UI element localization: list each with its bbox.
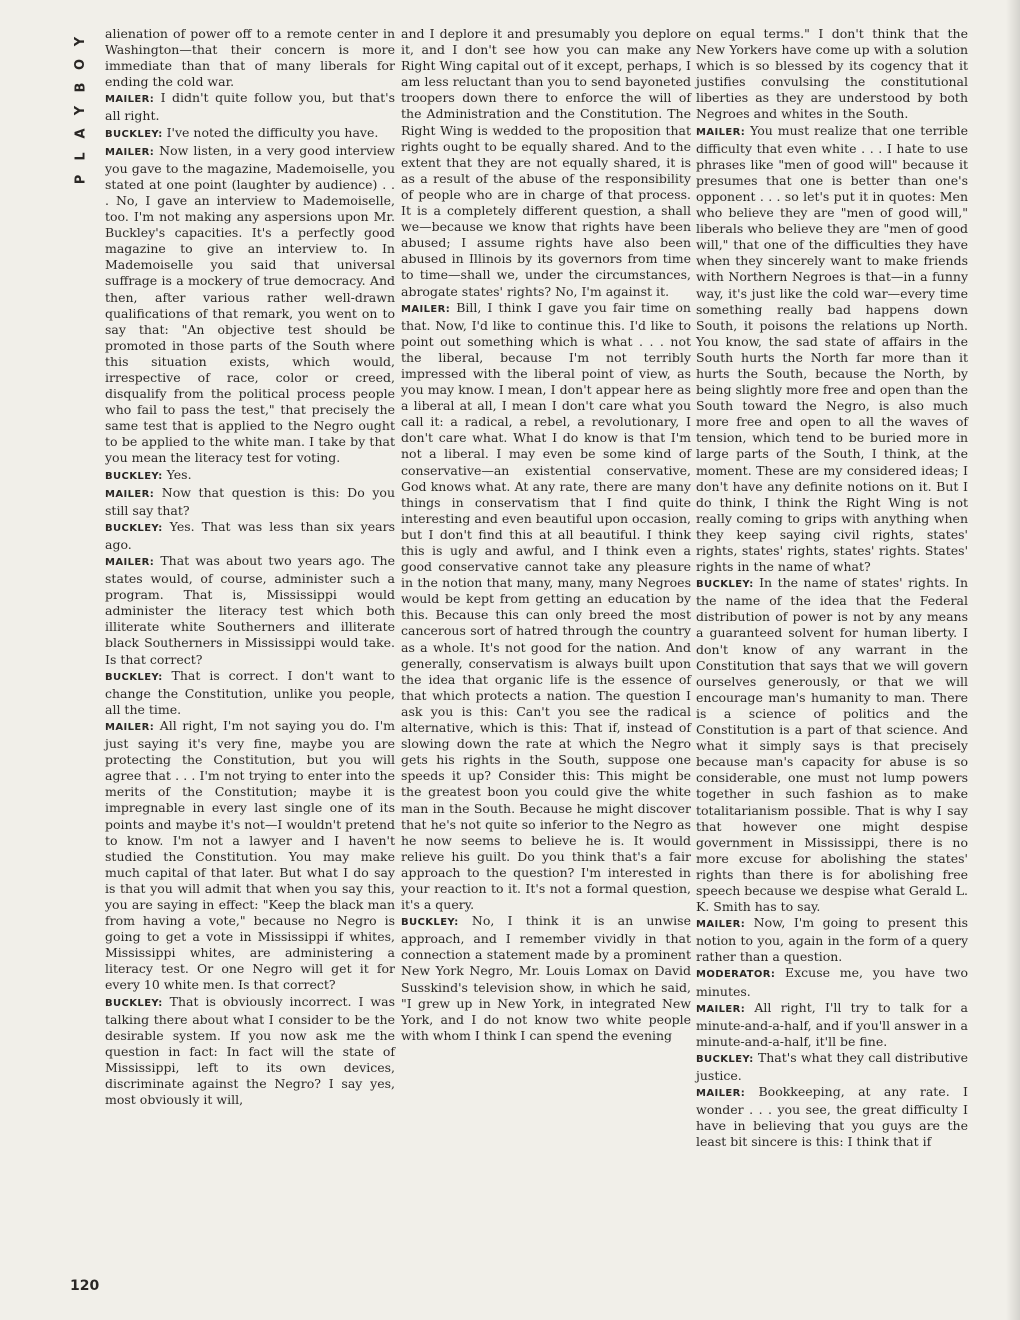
speaker-label: BUCKLEY: <box>696 1053 754 1065</box>
speaker-label: MODERATOR: <box>696 969 776 981</box>
masthead-letter: P <box>73 174 89 185</box>
speaker-label: MAILER: <box>696 126 746 138</box>
dialogue-paragraph <box>696 123 968 576</box>
dialogue-text: All right, I'm not saying you do. I'm just saying it's very fine, maybe you are protecting the Constitution, but you will agree that . . . I'm not trying to enter into the merits of the Constitution; maybe it is impregnable in every last single one of its points and maybe it's not—I wouldn't pretend to know. I'm not a lawyer and I haven't studied the Constitution. You may make much capital of that later. But what I do say is that you will admit that when you say this, you are saying in effect: "Keep the black man from having a vote," because no Negro is going to get a vote in Mississippi if whites, Mississippi whites, are administering a literacy test. Or one Negro will get it for every 10 white men. Is that correct? <box>105 717 395 993</box>
masthead-letter: A <box>73 128 89 139</box>
speaker-label: MAILER: <box>105 721 155 733</box>
dialogue-paragraph <box>105 553 395 668</box>
page-number: 120 <box>70 1278 100 1294</box>
dialogue-paragraph <box>105 485 395 519</box>
dialogue-text: No, I think it is an unwise approach, and I remember vividly in that connection a statement made by a prominent New York Negro, Mr. Louis Lomax on David Susskind's television show, in which he said, "I grew up in New York, in integrated New York, and I do not know two white people with whom I think I can spend the evening <box>401 913 691 1043</box>
dialogue-text: Bill, I think I gave you fair time on that. Now, I'd like to continue this. I'd like to point out something which is what . . . not the liberal, because I'm not terribly impressed with the liberal point of view, as you may know. I mean, I don't appear here as a liberal at all, I mean I don't care what you call it: a radical, a rebel, a revolutionary, I don't care what. What I do know is that I'm not a liberal. I may even be some kind of conservative—an existential conservative, God knows what. At any rate, there are many things in conservatism that I find quite interesting and even beautiful upon occasion, but I don't find this at all beautiful. I think this is ugly and awful, and I think even a good conservative cannot take any pleasure in the notion that many, many, many Negroes would be kept from getting an education by this. Because this can only breed the most cancerous sort of hatred through the country as a whole. It's not good for the nation. And generally, conservatism is always built upon the idea that organic life is the essence of that which protects a nation. The question I ask you is this: Can't you see the radical alternative, which is this: That if, instead of slowing down the rate at which the Negro gets his rights in the South, suppose one speeds it up? Consider this: This might be the greatest boon you could give the white man in the South. Because he might discover that he's not quite so inferior to the Negro as he now seems to believe he is. It would relieve his guilt. Do you think that's a fair approach to the question? I'm interested in your reaction to it. It's not a formal question, it's a query. <box>401 299 691 913</box>
speaker-label: MAILER: <box>105 94 155 106</box>
dialogue-text: In the name of states' rights. In the name of the idea that the Federal distribution of power is not by any means a guaranteed solvent for human liberty. I don't know of any warrant in the Constitution that says that we will govern ourselves generously, or that we will encourage man's humanity to man. There is a science of politics and the Constitution is a part of that science. And what it simply says is that precisely because man's capacity for abuse is so considerable, one must not lump powers together in such fashion as to make totalitarianism possible. That is why I say that however one might despise government in Mississippi, there is no more excuse for abolishing the states' rights than there is for abolishing free speech because we despise what Gerald L. K. Smith has to say. <box>696 575 968 915</box>
dialogue-paragraph <box>696 575 968 915</box>
speaker-label: MAILER: <box>401 303 451 315</box>
speaker-label: BUCKLEY: <box>401 917 459 929</box>
dialogue-text: on equal terms." I don't think that the New Yorkers have come up with a solution which is so blessed by its cogency that it justifies convulsing the constitutional liberties as they are understood by both Negroes and whites in the South. <box>696 26 968 122</box>
speaker-label: MAILER: <box>105 557 155 568</box>
masthead-letter: Y <box>73 105 89 116</box>
dialogue-paragraph <box>105 90 395 124</box>
speaker-label: MAILER: <box>105 488 155 500</box>
dialogue-text: Bookkeeping, at any rate. I wonder . . . you see, the great difficulty I have in believing that you guys are the least bit sincere is this: I think that if <box>696 1084 968 1150</box>
text-column-2 <box>401 26 691 1044</box>
speaker-label: BUCKLEY: <box>105 997 163 1009</box>
dialogue-text: That is correct. I don't want to change the Constitution, unlike you people, all the time. <box>105 667 395 717</box>
dialogue-paragraph <box>105 26 395 90</box>
dialogue-paragraph <box>696 915 968 965</box>
dialogue-paragraph <box>105 718 395 994</box>
dialogue-paragraph <box>696 1050 968 1084</box>
dialogue-text: Now, I'm going to present this notion to you, again in the form of a query rather than a question. <box>696 915 968 965</box>
masthead-letter: L <box>73 152 89 161</box>
dialogue-paragraph <box>105 668 395 718</box>
speaker-label: BUCKLEY: <box>105 128 163 140</box>
dialogue-text: I didn't quite follow you, but that's all right. <box>105 90 395 124</box>
masthead-letter: B <box>73 82 89 93</box>
dialogue-paragraph <box>105 143 395 467</box>
dialogue-paragraph <box>696 26 968 123</box>
dialogue-text: That is obviously incorrect. I was talking there about what I consider to be the desirable system. If you now ask me the question in fact: In fact will the state of Mississippi, left to its own devices, discriminate against the Negro? I say yes, most obviously it will, <box>105 993 395 1108</box>
speaker-label: BUCKLEY: <box>105 470 163 482</box>
dialogue-text: Yes. That was less than six years ago. <box>105 518 395 552</box>
text-column-3 <box>696 26 968 1150</box>
dialogue-paragraph <box>105 994 395 1109</box>
text-column-1 <box>105 26 395 1108</box>
dialogue-text: Now that question is this: Do you still say that? <box>105 484 395 518</box>
dialogue-text: Yes. <box>166 466 192 482</box>
speaker-label: MAILER: <box>696 1088 746 1100</box>
dialogue-paragraph <box>696 965 968 999</box>
speaker-label: MAILER: <box>696 1003 746 1015</box>
masthead <box>68 30 94 191</box>
dialogue-paragraph <box>696 1000 968 1050</box>
dialogue-text: All right, I'll try to talk for a minute-and-a-half, and if you'll answer in a minute-and-a-half, it'll be fine. <box>696 999 968 1049</box>
dialogue-text: I've noted the difficulty you have. <box>166 124 379 140</box>
speaker-label: MAILER: <box>696 919 746 931</box>
page-edge-shadow <box>1006 0 1020 1320</box>
dialogue-text: alienation of power off to a remote center in Washington—that their concern is more immediate than that of many liberals for ending the cold war. <box>105 26 395 90</box>
dialogue-paragraph <box>401 26 691 300</box>
masthead-letter: Y <box>73 36 89 47</box>
dialogue-paragraph <box>105 467 395 485</box>
dialogue-paragraph <box>696 1084 968 1150</box>
dialogue-paragraph <box>401 300 691 914</box>
dialogue-text: That was about two years ago. The states would, of course, administer such a program. That is, Mississippi would administer the literacy test which both illiterate white Southerners and illiterate black Southerners in Mississippi would take. Is that correct? <box>105 553 395 667</box>
dialogue-text: That's what they call distributive justice. <box>696 1049 968 1083</box>
dialogue-text: You must realize that one terrible difficulty that even white . . . I hate to use phrases like "men of good will" because it presumes that one is better than one's opponent . . . so let's put it in quotes: Men who believe they are "men of good will," liberals who believe they are "men of good will," that one of the difficulties they have when they sincerely want to make friends with Northern Negroes is that—in a funny way, it's just like the cold war—every time something really bad happens down South, it poisons the relations up North. You know, the sad state of affairs in the South hurts the North far more than it hurts the South, because the North, by being slightly more free and open than the South toward the Negro, is also much more free and open to all the waves of tension, which tend to be buried more in large parts of the South, I think, at the moment. These are my considered ideas; I don't have any definite notions on it. But I do think, I think the Right Wing is not really coming to grips with anything when they keep saying civil rights, states' rights, states' rights, states' rights. States' rights in the name of what? <box>696 122 968 575</box>
speaker-label: MAILER: <box>105 146 155 158</box>
speaker-label: BUCKLEY: <box>105 522 163 534</box>
dialogue-text: Now listen, in a very good interview you gave to the magazine, Mademoiselle, you stated at one point (laughter by audience) . . . No, I gave an interview to Mademoiselle, too. I'm not making any aspersions upon Mr. Buckley's capacities. It's a perfectly good magazine to give an interview to. In Mademoiselle you said that universal suffrage is a mockery of true democracy. And then, after various rather well-drawn qualifications of that remark, you went on to say that: "An objective test should be promoted in those parts of the South where this situation exists, which would, irrespective of race, color or creed, disqualify from the political process people who fail to pass the test," that precisely the same test that is applied to the Negro ought to be applied to the white man. I take by that you mean the literacy test for voting. <box>105 142 395 466</box>
dialogue-text: and I deplore it and presumably you deplore it, and I don't see how you can make any Right Wing capital out of it except, perhaps, I am less reluctant than you to send bayoneted troopers down there to enforce the will of the Administration and the Constitution. The Right Wing is wedded to the proposition that rights ought to be equally shared. And to the extent that they are not equally shared, it is as a result of the abuse of the responsibility of people who are in charge of that process. It is a completely different question, a shall we—because we know that rights have been abused; I assume rights have also been abused in Illinois by its governors from time to time—shall we, under the circumstances, abrogate states' rights? No, I'm against it. <box>401 26 691 299</box>
masthead-letter: O <box>73 58 89 71</box>
speaker-label: BUCKLEY: <box>105 671 163 683</box>
dialogue-paragraph <box>401 913 691 1044</box>
speaker-label: BUCKLEY: <box>696 579 754 591</box>
dialogue-text: Excuse me, you have two minutes. <box>696 965 968 999</box>
dialogue-paragraph <box>105 125 395 143</box>
dialogue-paragraph <box>105 519 395 553</box>
